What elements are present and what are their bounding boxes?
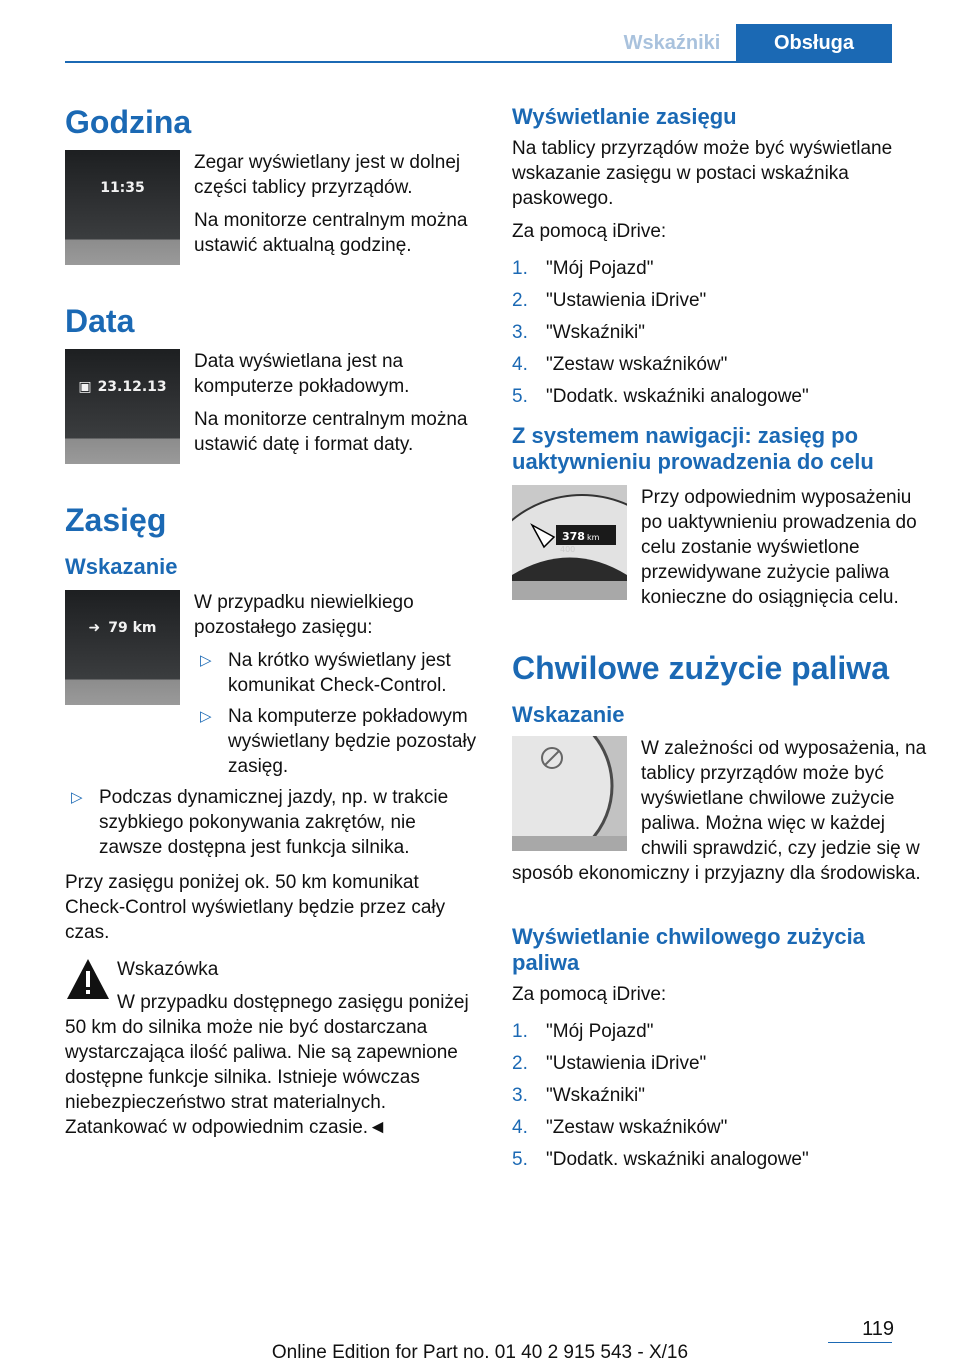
wyswietlanie-text-2: Za pomocą iDrive:: [512, 221, 667, 242]
warning-triangle-icon: [65, 957, 111, 1001]
step-item: 2. "Ustawienia iDrive": [512, 290, 707, 311]
gauge-unit: km: [587, 533, 600, 542]
step-item: 5. "Dodatk. wskaźniki analogowe": [512, 386, 809, 407]
triangle-icon: ▷: [71, 789, 83, 806]
date-value: 23.12.13: [97, 379, 167, 395]
data-text-1: Data wyświetlana jest na komputerze pokładowym.: [194, 351, 410, 397]
godzina-heading: Godzina: [65, 104, 192, 140]
step-item: 1. "Mój Pojazd": [512, 258, 654, 279]
left-column: [65, 96, 480, 1140]
data-text-2: Na monitorze centralnym można ustawić datę i format daty.: [194, 409, 468, 455]
chwilowe-section: [512, 736, 927, 886]
gauge-value: 378: [562, 530, 585, 543]
zasieg-heading: Zasięg: [65, 502, 167, 538]
zasieg-subheading: Wskazanie: [65, 554, 178, 579]
zasieg-after-text: Przy zasięgu poniżej ok. 50 km komunikat Check-Control wyświetlany będzie przez cały czas.: [65, 872, 446, 943]
data-heading: Data: [65, 303, 135, 339]
fuel-consumption-gauge-image: [512, 736, 627, 851]
speedometer-icon: [512, 485, 627, 600]
nawigacja-section: [512, 485, 927, 610]
step-item: 2. "Ustawienia iDrive": [512, 1053, 707, 1074]
wyswietlanie-text-1: Na tablicy przyrządów może być wyświetlane wskazanie zasięgu w postaci wskaźnika paskowego.: [512, 138, 893, 209]
range-display-image: [65, 590, 180, 705]
triangle-icon: ▷: [200, 708, 212, 725]
range-value: 79 km: [108, 620, 157, 636]
date-readout: [65, 379, 180, 395]
step-item: 4. "Zestaw wskaźników": [512, 354, 728, 375]
chwilowe-subheading: Wskazanie: [512, 702, 625, 727]
clock-readout: 11:35: [100, 180, 145, 196]
chwilowe-heading: Chwilowe zużycie paliwa: [512, 650, 889, 686]
bullet-item: ▷ Podczas dynamicznej jazdy, np. w trakcie szybkiego pokonywania zakrętów, nie zawsze dostępna jest funkcja silnika.: [71, 787, 449, 858]
header-rule: [65, 61, 892, 63]
data-section: [65, 349, 480, 468]
chapter-tab[interactable]: Obsługa: [736, 24, 892, 62]
zasieg-bullets: [194, 648, 480, 779]
chwilowe-text: W zależności od wyposażenia, na tablicy przyrządów może być wyświetlane chwilowe zużycie paliwa. Można więc w każdej chwili sprawdzić, czy jedzie się w sposób ekonomiczny i przyjazny dla środowiska.: [512, 738, 927, 884]
date-display-image: [65, 349, 180, 464]
nav-range-gauge-image: [512, 485, 627, 600]
calendar-icon: ▣: [78, 379, 92, 395]
wyswietlanie-steps: [512, 256, 927, 409]
section-tab[interactable]: Wskaźniki: [623, 31, 721, 54]
gauge-sub: 400: [560, 545, 576, 554]
wyswietlanie-chwilowego-steps: [512, 1019, 927, 1172]
step-item: 3. "Wskaźniki": [512, 322, 645, 343]
zasieg-section: [65, 590, 480, 1140]
page-number: 119: [862, 1318, 894, 1340]
fuel-pump-icon: ➜: [88, 620, 101, 636]
warning-box: [65, 957, 480, 1140]
step-item: 5. "Dodatk. wskaźniki analogowe": [512, 1149, 809, 1170]
wyswietlanie-heading: Wyświetlanie zasięgu: [512, 104, 737, 129]
wyswietlanie-chwilowego-heading: Wyświetlanie chwilowego zużycia paliwa: [512, 924, 865, 975]
bullet-item: ▷ Na komputerze pokładowym wyświetlany będzie pozostały zasięg.: [200, 706, 477, 777]
consumption-gauge-icon: [512, 736, 627, 851]
godzina-text-2: Na monitorze centralnym można ustawić aktualną godzinę.: [194, 210, 468, 256]
godzina-text-1: Zegar wyświetlany jest w dolnej części tablicy przyrządów.: [194, 152, 461, 198]
warning-title: Wskazówka: [117, 959, 219, 980]
triangle-icon: ▷: [200, 652, 212, 669]
godzina-section: [65, 150, 480, 269]
step-item: 1. "Mój Pojazd": [512, 1021, 654, 1042]
warning-text: W przypadku dostępnego zasięgu poniżej 50 km do silnika może nie być dostarczana wystarczająca ilość paliwa. Nie są zapewnione dostępne funkcje silnika. Istnieje wówczas niebezpieczeństwo strat materialnych. Zatankować w odpowiednim czasie.◄: [65, 992, 469, 1138]
zasieg-intro: W przypadku niewielkiego pozostałego zasięgu:: [194, 592, 414, 638]
right-column: [512, 96, 927, 1179]
nawigacja-text: Przy odpowiednim wyposażeniu po uaktywnieniu prowadzenia do celu zostanie wyświetlone przewidywane zużycie paliwa konieczne do osiągnięcia celu.: [641, 487, 917, 608]
range-readout: [65, 620, 180, 636]
nawigacja-heading: Z systemem nawigacji: zasięg po uaktywnieniu prowadzenia do celu: [512, 423, 874, 474]
step-item: 4. "Zestaw wskaźników": [512, 1117, 728, 1138]
wyswietlanie-chwilowego-text: Za pomocą iDrive:: [512, 984, 667, 1005]
step-item: 3. "Wskaźniki": [512, 1085, 645, 1106]
page-header: [0, 24, 960, 62]
zasieg-bullets-2: [65, 785, 480, 860]
bullet-item: ▷ Na krótko wyświetlany jest komunikat Check-Control.: [200, 650, 451, 696]
edition-line: Online Edition for Part no. 01 40 2 915 543 - X/16: [271, 1342, 689, 1362]
clock-display-image: [65, 150, 180, 265]
